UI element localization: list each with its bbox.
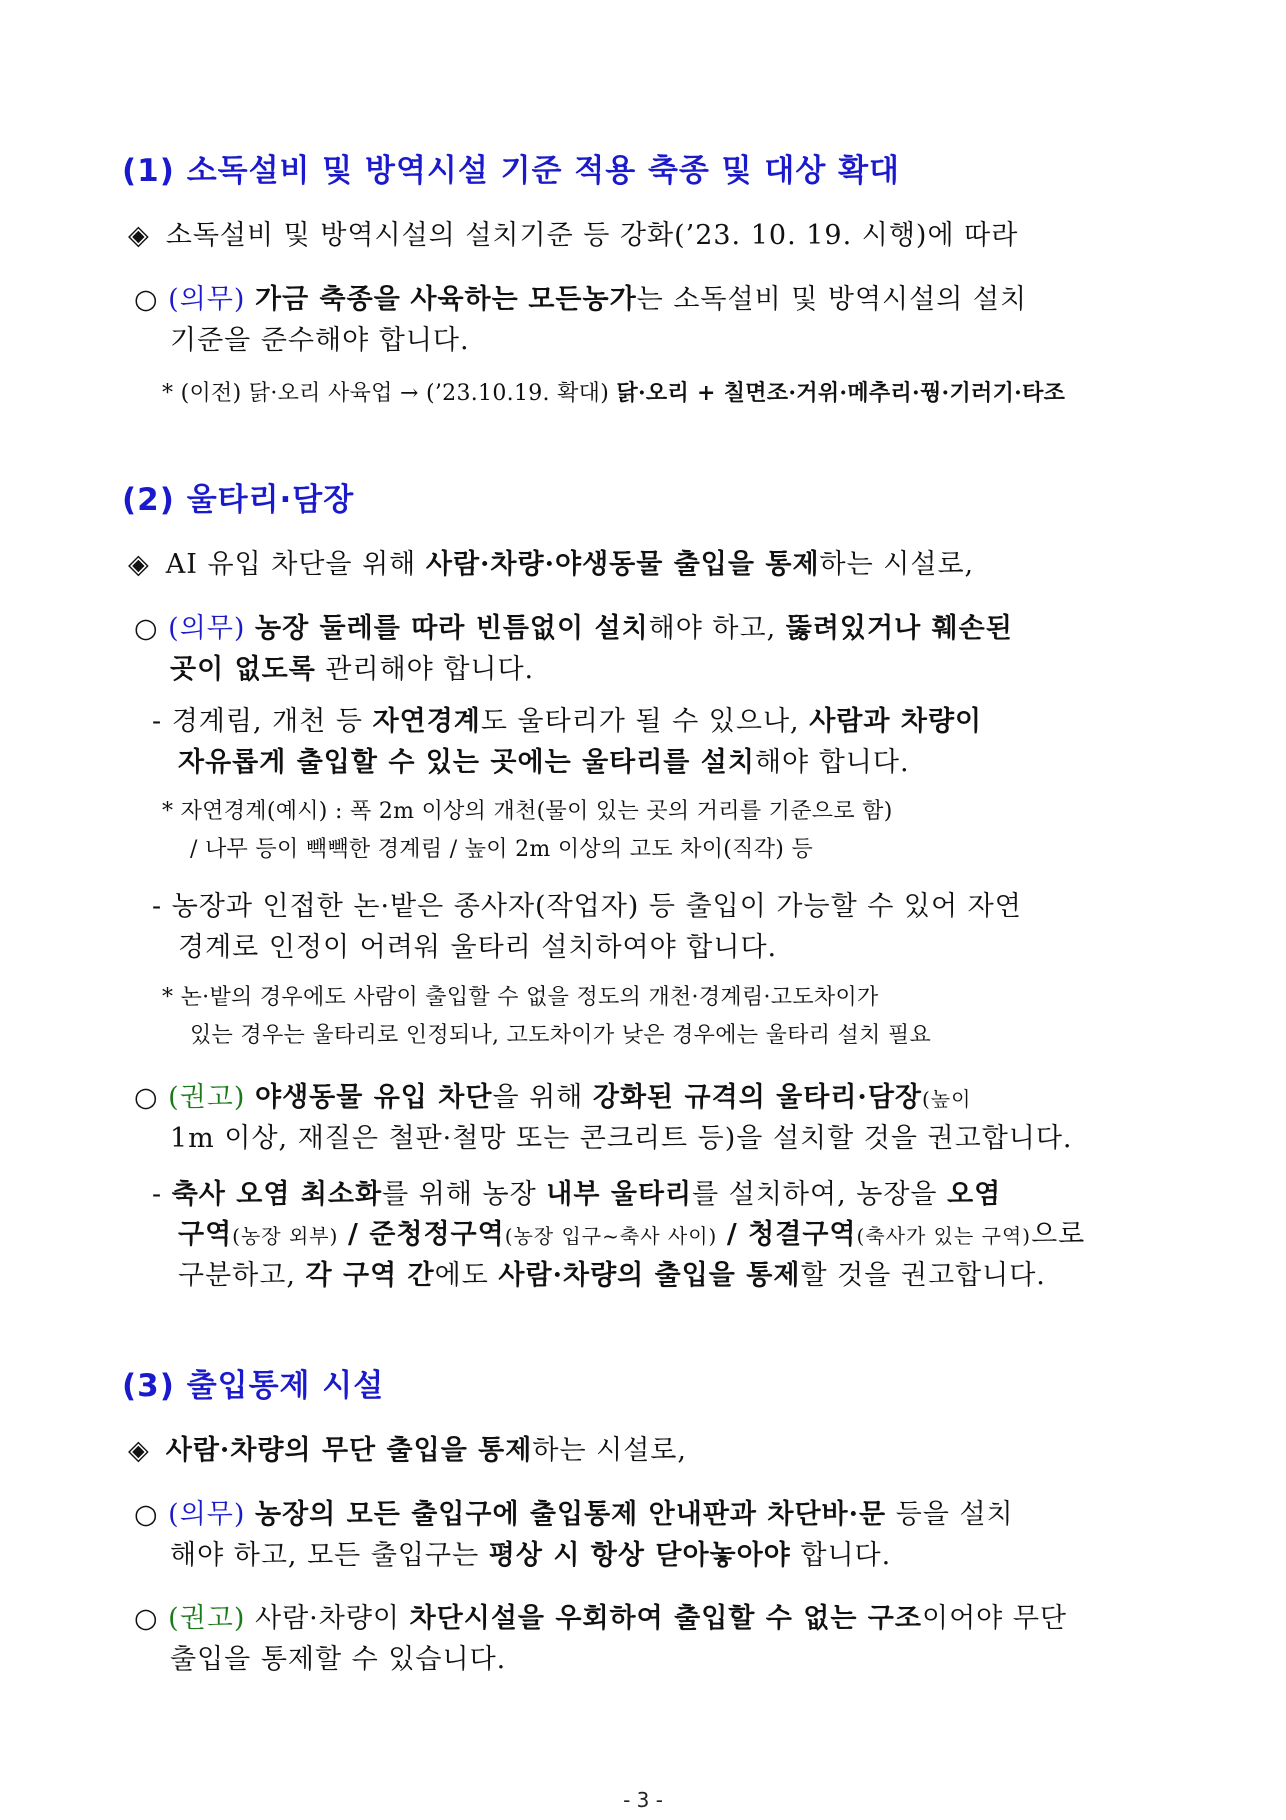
circle-icon: ○	[134, 284, 159, 315]
dash-text: 를 설치하여, 농장을	[692, 1179, 938, 1210]
dash-bold: 자연경계	[372, 706, 481, 737]
section-2-note-2-cont: 있는 경우는 울타리로 인정되나, 고도차이가 낮은 경우에는 울타리 설치 필요	[190, 1023, 932, 1048]
recommend-tag: (권고)	[168, 1082, 246, 1113]
section-2-dash-3	[152, 1172, 1001, 1211]
recommend-tag: (권고)	[168, 1603, 246, 1634]
dash-small: (축사가 있는 구역)	[856, 1224, 1032, 1248]
dash-text: 구분하고,	[178, 1260, 296, 1291]
section-3-recommend	[134, 1596, 1067, 1635]
section-2-note-1-cont: / 나무 등이 빽빽한 경계림 / 높이 2m 이상의 고도 차이(직각) 등	[190, 837, 814, 862]
duty-bold: 농장의 모든 출입구에 출입통제 안내판과 차단바·문	[254, 1499, 887, 1530]
dash-text: 를 위해 농장	[382, 1179, 537, 1210]
section-1-lead	[128, 213, 1018, 252]
dash-text: 도 울타리가 될 수 있으나,	[480, 706, 800, 737]
dash-text: 경계림, 개천 등	[171, 706, 363, 737]
diamond-icon: ◈	[128, 549, 150, 580]
asterisk-icon: *	[162, 799, 174, 824]
duty-bold: 가금 축종을	[254, 284, 401, 315]
section-3-duty	[134, 1492, 1014, 1531]
section-2-duty	[134, 606, 1013, 645]
lead-text: 하는 시설로,	[532, 1435, 687, 1466]
dash-bold: 오염	[947, 1179, 1002, 1210]
diamond-icon: ◈	[128, 220, 150, 251]
dash-bold: 구역	[178, 1219, 233, 1250]
duty-bold: 모든	[528, 284, 583, 315]
section-2-note-1	[162, 794, 893, 825]
dash-bold: 각 구역 간	[305, 1260, 435, 1291]
dash-text: 해야 합니다.	[754, 747, 910, 778]
note-bold: 닭·오리 + 칠면조·거위·메추리·꿩·기러기·타조	[616, 380, 1066, 406]
dash-small: (농장 외부)	[232, 1224, 339, 1248]
dash-icon: -	[152, 706, 163, 737]
section-2-dash-2	[152, 884, 1022, 923]
duty-bold: 뚫려있거나 훼손된	[785, 613, 1013, 644]
duty-tag: (의무)	[168, 1499, 246, 1530]
note-text: (이전) 닭·오리 사육업 → (’23.10.19. 확대)	[180, 381, 610, 406]
recommend-bold: 차단시설을 우회하여 출입할 수 없는 구조	[409, 1603, 922, 1634]
section-3-duty-cont	[170, 1533, 891, 1572]
duty-text: 는 소독설비 및 방역시설의 설치	[636, 284, 1028, 315]
lead-bold: 사람·차량·야생동물 출입을 통제	[425, 549, 820, 580]
lead-text: 소독설비 및 방역시설의 설치기준 등 강화(’23. 10. 19. 시행)에 따라	[165, 220, 1019, 251]
section-3-recommend-cont: 출입을 통제할 수 있습니다.	[170, 1644, 507, 1675]
recommend-small: (높이	[922, 1087, 972, 1111]
dash-text: 농장과 인접한 논·밭은 종사자(작업자) 등 출입이 가능할 수 있어 자연	[171, 891, 1022, 922]
duty-text: 관리해야 합니다.	[325, 654, 535, 685]
section-1-duty	[134, 277, 1027, 316]
section-2-recommend-cont: 1m 이상, 재질은 철판·철망 또는 콘크리트 등)을 설치할 것을 권고합니다.	[170, 1123, 1073, 1154]
section-2-duty-cont	[170, 647, 534, 686]
dash-text: 으로	[1031, 1219, 1086, 1250]
duty-bold: 사육하는	[410, 284, 519, 315]
dash-bold: / 청결구역	[726, 1219, 857, 1250]
circle-icon: ○	[134, 1082, 159, 1113]
page-number: - 3 -	[623, 1788, 663, 1812]
section-2-heading: (2) 울타리·담장	[122, 482, 355, 518]
dash-icon: -	[152, 891, 163, 922]
section-2-dash-3-cont-2	[178, 1253, 1046, 1292]
section-2-dash-2-cont: 경계로 인정이 어려워 울타리 설치하여야 합니다.	[178, 932, 778, 963]
section-1-note	[162, 376, 1065, 407]
lead-bold: 사람·차량의 무단 출입을 통제	[165, 1435, 533, 1466]
section-2-note-2	[162, 980, 879, 1011]
dash-bold: 자유롭게 출입할 수 있는 곳에는 울타리를 설치	[178, 747, 755, 778]
section-1-heading: (1) 소독설비 및 방역시설 기준 적용 축종 및 대상 확대	[122, 153, 900, 189]
note-text: 논·밭의 경우에도 사람이 출입할 수 없을 정도의 개천·경계림·고도차이가	[180, 985, 879, 1010]
duty-bold: 농장 둘레를 따라 빈틈없이 설치	[254, 613, 649, 644]
recommend-bold: 강화된 규격의 울타리·담장	[592, 1082, 922, 1113]
lead-text: AI 유입 차단을 위해	[165, 549, 417, 580]
section-3-lead	[128, 1428, 687, 1467]
dash-text: 에도	[434, 1260, 489, 1291]
circle-icon: ○	[134, 1603, 159, 1634]
dash-small: (농장 입구~축사 사이)	[504, 1224, 718, 1248]
dash-text: 할 것을 권고합니다.	[800, 1260, 1046, 1291]
duty-tag: (의무)	[168, 284, 246, 315]
section-1-duty-cont: 기준을 준수해야 합니다.	[170, 325, 470, 356]
duty-text: 해야 하고,	[648, 613, 777, 644]
section-2-lead	[128, 542, 974, 581]
dash-bold: / 준청정구역	[348, 1219, 505, 1250]
recommend-text: 이어야 무단	[921, 1603, 1067, 1634]
section-2-recommend	[134, 1075, 971, 1114]
duty-bold: 농가	[582, 284, 637, 315]
dash-bold: 사람·차량의 출입을 통제	[498, 1260, 801, 1291]
circle-icon: ○	[134, 613, 159, 644]
dash-bold: 축사 오염 최소화	[171, 1179, 383, 1210]
duty-text: 합니다.	[800, 1540, 892, 1571]
section-2-dash-3-cont	[178, 1212, 1085, 1251]
duty-text: 해야 하고, 모든 출입구는	[170, 1540, 480, 1571]
recommend-text: 사람·차량이	[254, 1603, 400, 1634]
section-2-dash-1-cont	[178, 740, 910, 779]
recommend-text: 을 위해	[492, 1082, 584, 1113]
section-3-heading: (3) 출입통제 시설	[122, 1368, 385, 1404]
diamond-icon: ◈	[128, 1435, 150, 1466]
asterisk-icon: *	[162, 985, 174, 1010]
dash-bold: 내부 울타리	[546, 1179, 693, 1210]
dash-bold: 사람과 차량이	[809, 706, 983, 737]
duty-tag: (의무)	[168, 613, 246, 644]
section-2-dash-1	[152, 699, 982, 738]
duty-bold: 평상 시 항상 닫아놓아야	[488, 1540, 791, 1571]
asterisk-icon: *	[162, 381, 174, 406]
recommend-bold: 야생동물 유입 차단	[254, 1082, 493, 1113]
dash-icon: -	[152, 1179, 163, 1210]
duty-bold: 곳이 없도록	[170, 654, 316, 685]
note-text: 자연경계(예시) : 폭 2m 이상의 개천(물이 있는 곳의 거리를 기준으로 함)	[180, 799, 893, 824]
duty-text: 등을 설치	[895, 1499, 1014, 1530]
circle-icon: ○	[134, 1499, 159, 1530]
lead-text: 하는 시설로,	[819, 549, 975, 580]
